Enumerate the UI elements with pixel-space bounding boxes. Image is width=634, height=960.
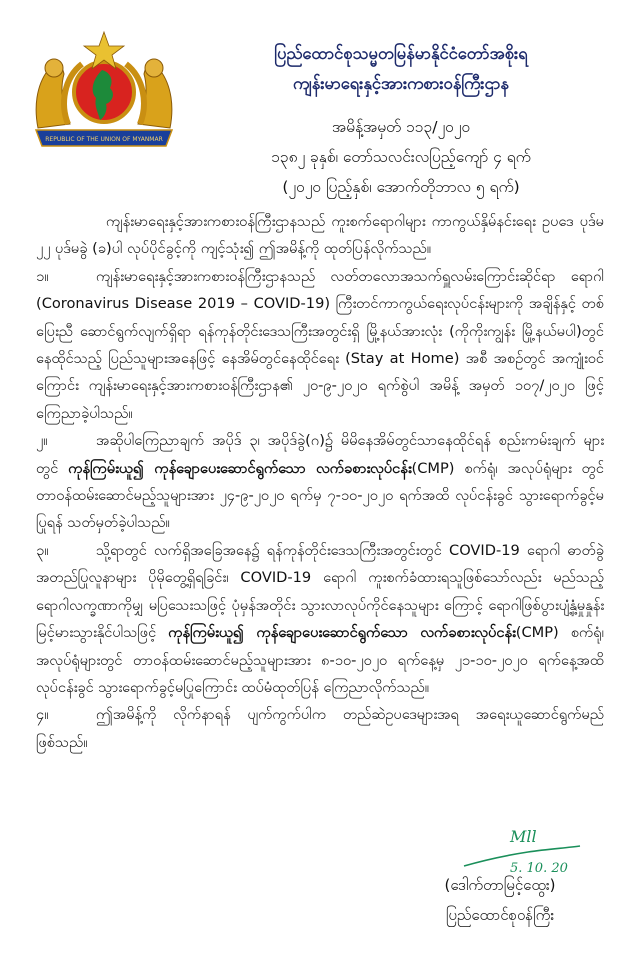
paragraph-text: (CMP) စက်ရုံ၊ အလုပ်ရုံများတွင် တာဝန်ထမ်းဆောင်မည့်သူများအား ၈-၁၀-၂၀၂၀ ရက်နေ့မှ ၂၁-၁၀-၂၀၂၀ ရက်နေ့အထိ လုပ်ငန်းခွင် သွားရောက်ခွင့်မပြုကြောင်း ထပ်မံထုတ်ပြန် ကြေညာလိုက်သည်။: [36, 624, 604, 696]
paragraph-number: ၄။: [36, 706, 49, 724]
signatory-title: ပြည်ထောင်စုဝန်ကြီး: [445, 906, 555, 924]
paragraph-text: (CMP) စက်ရုံ၊ အလုပ်ရုံများ တွင် တာဝန်ထမ်းဆောင်မည့်သူများအား ၂၄-၉-၂၀၂၀ ရက်မှ ၇-၁၀-၂၀၂၀ ရက်အထိ လုပ်ငန်းခွင် သွားရောက်ခွင့်မပြုရန် သတ်မှတ်ခဲ့ပါသည်။: [36, 459, 604, 532]
paragraph-4: [36, 701, 604, 756]
date-myanmar: ၁၃၈၂ ခုနှစ်၊ တော်သလင်းလပြည့်ကျော် ၄ ရက်: [271, 148, 531, 166]
paragraph-text: အဆိုပါကြေညာချက် အပိုဒ် ၃၊ အပိုဒ်ခွဲ(ဂ)၌ မိမိနေအိမ်တွင်သာနေထိုင်ရန် စည်းကမ်းချက် များတွင်: [36, 432, 604, 477]
ministry-name: ကျန်းမာရေးနှင့်အားကစားဝန်ကြီးဌာန: [293, 74, 509, 93]
state-emblem-icon: [30, 28, 178, 150]
emblem-motto: REPUBLIC OF THE UNION OF MYANMAR: [45, 136, 163, 143]
handwritten-signature: [458, 822, 583, 882]
signature-initials: Mll: [510, 827, 537, 846]
paragraph-number: ၁။: [36, 267, 49, 285]
paragraph-number: ၂။: [36, 432, 48, 450]
paragraph-text: သို့ရာတွင် လက်ရှိအခြေအနေ၌ ရန်ကုန်တိုင်းဒေသကြီးအတွင်းတွင် COVID-19 ရောဂါ ဓာတ်ခွဲအတည်ပြုလူနာများ ပိုမိုတွေ့ရှိရခြင်း၊ COVID-19 ရောဂါ ကူးစက်ခံထားရသူဖြစ်သော်လည်း မည်သည့် ရောဂါလက္ခဏာကိုမျှ မပြသေးသဖြင့် ပုံမှန်အတိုင်း သွားလာလုပ်ကိုင်နေသူများ ကြောင့် ရောဂါဖြစ်ပွားပျံ့နှံ့မှုနှုန်း မြင့်မားသွားနိုင်ပါသဖြင့်: [36, 541, 604, 642]
date-gregorian: (၂၀၂၀ ပြည့်နှစ်၊ အောက်တိုဘာလ ၅ ရက်): [282, 178, 520, 196]
paragraph-1: [36, 263, 604, 427]
intro-paragraph: ကျန်းမာရေးနှင့်အားကစားဝန်ကြီးဌာနသည် ကူးစက်ရောဂါများ ကာကွယ်နှိမ်နင်းရေး ဥပဒေ ပုဒ်မ ၂၂ ပုဒ်မခွဲ (ခ)ပါ လုပ်ပိုင်ခွင့်ကို ကျင့်သုံး၍ ဤအမိန့်ကို ထုတ်ပြန်လိုက်သည်။: [36, 213, 604, 258]
government-name: ပြည်ထောင်စုသမ္မတမြန်မာနိုင်ငံတော်အစိုးရ: [274, 44, 528, 63]
signature-date: 5. 10. 20: [510, 861, 568, 876]
order-body: [36, 208, 604, 756]
paragraph-number: ၃။: [36, 541, 49, 559]
paragraph-2: [36, 427, 604, 537]
paragraph-text: ကျန်းမာရေးနှင့်အားကစားဝန်ကြီးဌာနသည် လတ်တလောအသက်ရှူလမ်းကြောင်းဆိုင်ရာ ရောဂါ (Coronavirus Disease 2019 – COVID-19) ကြီးတင်ကာကွယ်ရေးလုပ်ငန်းများကို အချိန်နှင့် တစ်ပြေးညီ ဆောင်ရွက်လျက်ရှိရာ ရန်ကုန်တိုင်းဒေသကြီးအတွင်းရှိ မြို့နယ်အားလုံး (ကိုကိုးကျွန်း မြို့နယ်မပါ)တွင် နေထိုင်သည့် ပြည်သူများအနေဖြင့် နေအိမ်တွင်နေထိုင်ရေး (Stay at Home) အစီ အစဉ်တွင် အကျုံးဝင်ကြောင်း ကျန်းမာရေးနှင့်အားကစားဝန်ကြီးဌာန၏ ၂၀-၉-၂၀၂၀ ရက်စွဲပါ အမိန့် အမှတ် ၁၀၇/၂၀၂၀ ဖြင့် ကြေညာခဲ့ပါသည်။: [36, 267, 604, 422]
cmp-business-bold: ကုန်ကြမ်းယူ၍ ကုန်ချောပေးဆောင်ရွက်သော လက်ခစားလုပ်ငန်း: [68, 459, 412, 477]
order-number: အမိန့်အမှတ် ၁၁၃/၂၀၂၀: [331, 118, 471, 136]
paragraph-3: [36, 537, 604, 701]
cmp-business-bold: ကုန်ကြမ်းယူ၍ ကုန်ချောပေးဆောင်ရွက်သော လက်ခစားလုပ်ငန်း: [168, 624, 516, 642]
paragraph-text: ဤအမိန့်ကို လိုက်နာရန် ပျက်ကွက်ပါက တည်ဆဲဥပဒေများအရ အရေးယူဆောင်ရွက်မည် ဖြစ်သည်။: [36, 706, 604, 751]
signatory-name: (ဒေါက်တာမြင့်ထွေး): [444, 876, 556, 894]
